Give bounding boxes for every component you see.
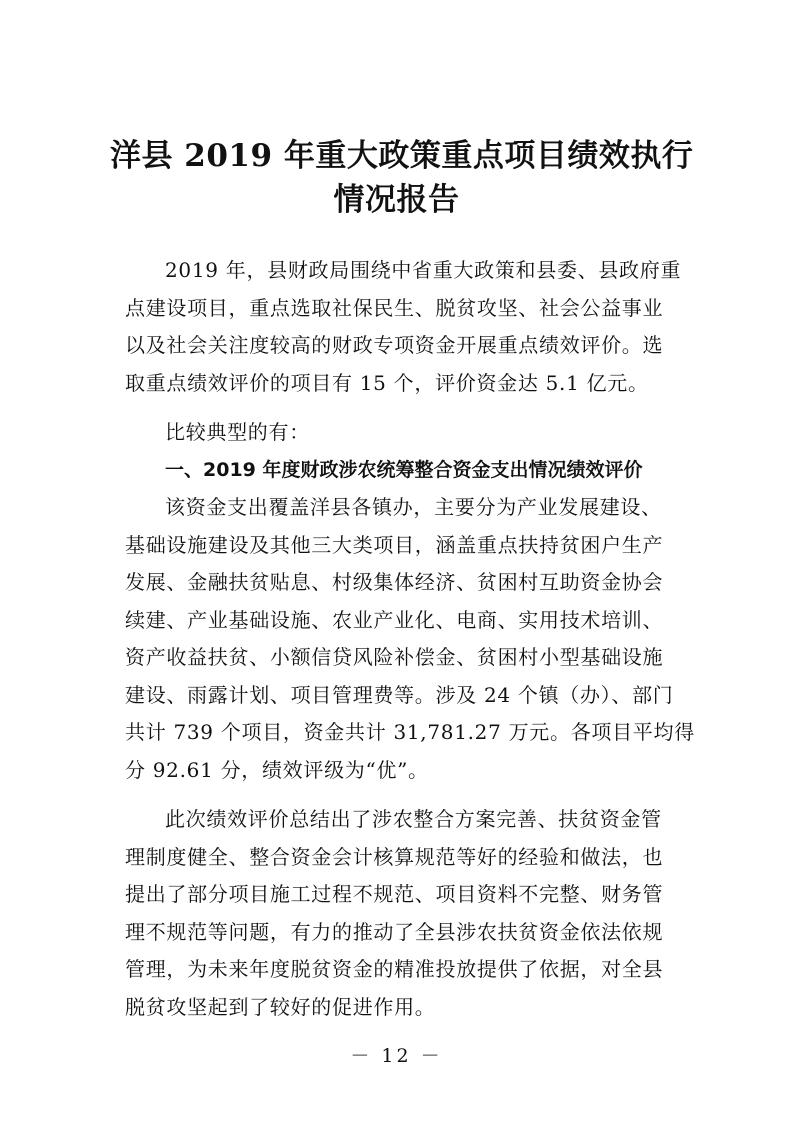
paragraph-line: 分 92.61 分，绩效评级为“优”。 [125,757,429,782]
paragraph-spacer [125,789,680,801]
section-1-heading: 一、2019 年度财政涉农统筹整合资金支出情况绩效评价 [165,458,643,481]
page-number: － 12 － [350,1045,443,1067]
intro-line: 以及社会关注度较高的财政专项资金开展重点绩效评价。选 [125,333,664,357]
paragraph-line: 建设、雨露计划、项目管理费等。涉及 24 个镇（办）、部门 [125,682,674,707]
paragraph-line: 发展、金融扶贫贴息、村级集体经济、贫困村互助资金协会 [125,570,664,594]
paragraph-line: 资产收益扶贫、小额信贷风险补偿金、贫困村小型基础设施 [125,645,664,669]
paragraph-spacer [125,402,680,414]
intro-line: 点建设项目，重点选取社保民生、脱贫攻坚、社会公益事业 [125,295,664,320]
paragraph-line: 理制度健全、整合资金会计核算规范等好的经验和做法，也 [125,844,664,869]
paragraph-line: 理不规范等问题，有力的推动了全县涉农扶贫资金依法依规 [125,919,664,944]
paragraph-line: 此次绩效评价总结出了涉农整合方案完善、扶贫资金管 [165,807,662,831]
paragraph-line: 基础设施建设及其他三大类项目，涵盖重点扶持贫困户生产 [125,532,664,557]
title-line-1: 洋县 2019 年重大政策重点项目绩效执行 [110,138,694,174]
paragraph-line: 脱贫攻坚起到了较好的促进作用。 [125,994,436,1019]
intro-paragraph [125,252,680,402]
document-body [125,252,695,1026]
intro-line: 取重点绩效评价的项目有 15 个，评价资金达 5.1 亿元。 [125,370,649,395]
paragraph-line: 续建、产业基础设施、农业产业化、电商、实用技术培训、 [125,607,664,632]
document-title [110,134,694,222]
typical-intro: 比较典型的有： [165,420,310,444]
paragraph-line: 提出了部分项目施工过程不规范、项目资料不完整、财务管 [125,882,664,906]
section-1-paragraph-1 [125,489,695,789]
paragraph-line: 管理，为未来年度脱贫资金的精准投放提供了依据，对全县 [125,957,664,981]
paragraph-line: 共计 739 个项目，资金共计 31,781.27 万元。各项目平均得 [125,720,695,744]
intro-line: 2019 年，县财政局围绕中省重大政策和县委、县政府重 [165,258,682,282]
paragraph-line: 该资金支出覆盖洋县各镇办，主要分为产业发展建设、 [165,495,662,519]
title-line-2: 情况报告 [333,182,460,218]
section-1-paragraph-2 [125,801,680,1026]
